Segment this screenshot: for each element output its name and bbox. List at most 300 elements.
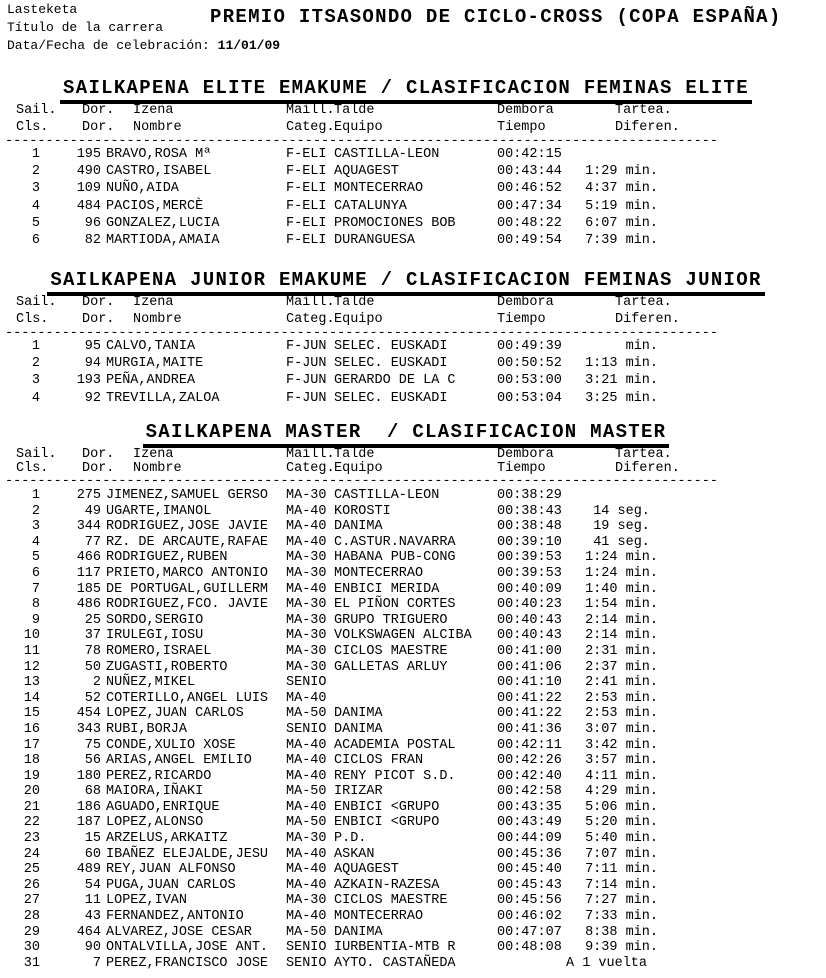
col-header-time: Tiempo <box>497 312 546 327</box>
cell-time: 00:38:43 <box>497 503 562 519</box>
col-header-name: Izena <box>133 447 174 462</box>
cell-diff: 1:24 min. <box>585 550 658 566</box>
cell-team: AYTO. CASTAÑEDA <box>334 955 456 971</box>
cell-dor: 186 <box>76 799 101 815</box>
col-header-cls: Sail. <box>16 447 57 462</box>
cell-name: CONDE,XULIO XOSE <box>106 737 236 753</box>
cell-diff: 1:24 min. <box>585 565 658 581</box>
cell-diff: 2:31 min. <box>585 643 658 659</box>
result-row <box>0 597 826 613</box>
cell-cls: 3 <box>31 181 40 197</box>
col-header-team: Equipo <box>334 312 383 327</box>
cell-time: 00:41:22 <box>497 690 562 706</box>
cell-team: DANIMA <box>334 706 383 722</box>
cell-cls: 1 <box>31 339 40 354</box>
cell-team: AQUAGEST <box>334 862 399 878</box>
cell-diff: 7:14 min. <box>585 877 658 893</box>
col-header-dor: Dor. <box>82 295 115 310</box>
cell-diff: 3:57 min. <box>585 753 658 769</box>
result-row <box>0 691 826 707</box>
cell-team: CASTILLA-LEON <box>334 147 440 162</box>
cell-team: CATALUNYA <box>334 198 407 214</box>
col-header-diff: Tartea. <box>615 295 672 310</box>
cell-name: ROMERO,ISRAEL <box>106 643 212 659</box>
column-header-line-1 <box>0 295 826 312</box>
cell-categ: SENIO <box>286 940 327 956</box>
col-header-categ: Categ. <box>286 312 335 327</box>
cell-categ: MA-40 <box>286 534 327 550</box>
cell-dor: 25 <box>84 612 101 628</box>
cell-cls: 17 <box>23 737 40 753</box>
cell-cls: 15 <box>23 706 40 722</box>
cell-cls: 31 <box>23 955 40 971</box>
cell-categ: F-JUN <box>286 356 327 372</box>
cell-dor: 193 <box>76 373 101 389</box>
cell-dor: 90 <box>84 940 101 956</box>
result-row <box>0 550 826 566</box>
result-row <box>0 925 826 941</box>
result-row <box>0 198 826 215</box>
cell-name: SORDO,SERGIO <box>106 612 204 628</box>
cell-name: IBAÑEZ ELEJALDE,JESU <box>106 846 269 862</box>
results-table <box>0 488 826 971</box>
result-row <box>0 519 826 535</box>
result-row <box>0 847 826 863</box>
cell-dor: 50 <box>84 659 101 675</box>
col-header-categ: Maill. <box>286 103 335 118</box>
cell-categ: MA-30 <box>286 597 327 613</box>
cell-dor: 484 <box>76 198 101 214</box>
cell-team: SELEC. EUSKADI <box>334 339 448 354</box>
cell-name: PACIOS,MERCÈ <box>106 198 204 214</box>
col-header-time: Dembora <box>497 447 554 462</box>
cell-time: 00:41:10 <box>497 675 562 691</box>
cell-name: ONTALVILLA,JOSE ANT. <box>106 940 269 956</box>
cell-name: RUBI,BORJA <box>106 721 188 737</box>
cell-team: ENBICI MERIDA <box>334 581 440 597</box>
result-row <box>0 338 826 355</box>
cell-name: PUGA,JUAN CARLOS <box>106 877 236 893</box>
result-row <box>0 488 826 504</box>
cell-categ: F-ELI <box>286 164 327 180</box>
cell-cls: 2 <box>31 503 40 519</box>
cell-dor: 43 <box>84 909 101 925</box>
cell-time: 00:45:43 <box>497 877 562 893</box>
cell-categ: MA-50 <box>286 706 327 722</box>
result-row <box>0 504 826 520</box>
cell-name: JIMENEZ,SAMUEL GERSO <box>106 488 269 503</box>
cell-cls: 20 <box>23 784 40 800</box>
cell-cls: 2 <box>31 356 40 372</box>
cell-team: DURANGUESA <box>334 232 416 248</box>
cell-categ: MA-30 <box>286 628 327 644</box>
result-row <box>0 831 826 847</box>
cell-name: RODRIGUEZ,RUBEN <box>106 550 228 566</box>
section-title: SAILKAPENA ELITE EMAKUME / CLASIFICACION FEMINAS ELITE <box>60 78 752 104</box>
cell-name: COTERILLO,ANGEL LUIS <box>106 690 269 706</box>
cell-time: 00:40:43 <box>497 628 562 644</box>
cell-categ: MA-30 <box>286 488 327 503</box>
cell-name: ARIAS,ANGEL EMILIO <box>106 753 252 769</box>
result-row <box>0 146 826 163</box>
cell-categ: MA-40 <box>286 503 327 519</box>
cell-cls: 10 <box>23 628 40 644</box>
cell-diff: 5:20 min. <box>585 815 658 831</box>
cell-dor: 343 <box>76 721 101 737</box>
col-header-diff: Tartea. <box>615 447 672 462</box>
cell-categ: F-ELI <box>286 147 327 162</box>
cell-team: MONTECERRAO <box>334 909 424 925</box>
col-header-cls: Cls. <box>16 312 49 327</box>
cell-time: 00:38:29 <box>497 488 562 503</box>
cell-name: AGUADO,ENRIQUE <box>106 799 220 815</box>
cell-categ: MA-40 <box>286 799 327 815</box>
cell-dor: 78 <box>84 643 101 659</box>
col-header-time: Tiempo <box>497 461 546 476</box>
cell-diff: 19 seg. <box>593 519 658 535</box>
result-row <box>0 628 826 644</box>
cell-categ: MA-40 <box>286 846 327 862</box>
date-value: 11/01/09 <box>217 38 281 53</box>
cell-time: 00:43:49 <box>497 815 562 831</box>
cell-name: RODRIGUEZ,JOSE JAVIE <box>106 519 269 535</box>
cell-diff: 41 seg. <box>593 534 658 550</box>
cell-name: ARZELUS,ARKAITZ <box>106 831 228 847</box>
cell-categ: MA-50 <box>286 815 327 831</box>
cell-cls: 12 <box>23 659 40 675</box>
result-row <box>0 215 826 232</box>
cell-diff: 4:37 min. <box>585 181 658 197</box>
cell-categ: MA-40 <box>286 753 327 769</box>
cell-cls: 5 <box>31 215 40 231</box>
cell-dor: 95 <box>84 339 101 354</box>
cell-team: C.ASTUR.NAVARRA <box>334 534 456 550</box>
cell-dor: 15 <box>84 831 101 847</box>
cell-dor: 49 <box>84 503 101 519</box>
cell-team: EL PIÑON CORTES <box>334 597 456 613</box>
cell-dor: 489 <box>76 862 101 878</box>
cell-categ: MA-50 <box>286 784 327 800</box>
cell-dor: 7 <box>92 955 101 971</box>
cell-time: 00:45:40 <box>497 862 562 878</box>
cell-categ: MA-40 <box>286 519 327 535</box>
result-row <box>0 893 826 909</box>
cell-time: 00:46:52 <box>497 181 562 197</box>
cell-team: GRUPO TRIGUERO <box>334 612 448 628</box>
cell-dor: 82 <box>84 232 101 248</box>
col-header-name: Nombre <box>133 120 182 135</box>
col-header-team: Equipo <box>334 461 383 476</box>
result-row <box>0 862 826 878</box>
col-header-dor: Dor. <box>82 103 115 118</box>
cell-categ: MA-40 <box>286 737 327 753</box>
cell-time: 00:42:26 <box>497 753 562 769</box>
col-header-dor: Dor. <box>82 447 115 462</box>
cell-categ: SENIO <box>286 721 327 737</box>
results-table <box>0 146 826 249</box>
result-row <box>0 582 826 598</box>
cell-cls: 3 <box>31 519 40 535</box>
cell-diff: 1:29 min. <box>585 164 658 180</box>
cell-time: 00:39:53 <box>497 550 562 566</box>
cell-team: GALLETAS ARLUY <box>334 659 448 675</box>
cell-team: MONTECERRAO <box>334 181 424 197</box>
cell-team: P.D. <box>334 831 367 847</box>
cell-time: 00:53:00 <box>497 373 562 389</box>
cell-name: PEREZ,RICARDO <box>106 768 212 784</box>
cell-dor: 68 <box>84 784 101 800</box>
cell-time: 00:42:58 <box>497 784 562 800</box>
cell-team: PROMOCIONES BOB <box>334 215 456 231</box>
col-header-cls: Cls. <box>16 120 49 135</box>
cell-diff: 7:33 min. <box>585 909 658 925</box>
cell-time: 00:41:22 <box>497 706 562 722</box>
cell-team: CICLOS MAESTRE <box>334 643 448 659</box>
cell-cls: 26 <box>23 877 40 893</box>
result-row <box>0 390 826 407</box>
cell-team: AZKAIN-RAZESA <box>334 877 440 893</box>
cell-categ: F-JUN <box>286 339 327 354</box>
cell-cls: 4 <box>31 534 40 550</box>
cell-diff: 9:39 min. <box>585 940 658 956</box>
col-header-categ: Maill. <box>286 295 335 310</box>
cell-dor: 52 <box>84 690 101 706</box>
cell-diff: 4:29 min. <box>585 784 658 800</box>
cell-name: PEREZ,FRANCISCO JOSE <box>106 955 269 971</box>
cell-categ: MA-40 <box>286 581 327 597</box>
cell-team: ACADEMIA POSTAL <box>334 737 456 753</box>
cell-categ: MA-40 <box>286 877 327 893</box>
cell-diff: 7:39 min. <box>585 232 658 248</box>
cell-diff: 14 seg. <box>593 503 658 519</box>
separator-line: ---------------------------------------------------------------------------------------- <box>5 327 718 341</box>
cell-diff: 2:37 min. <box>585 659 658 675</box>
cell-team: HABANA PUB-CONG <box>334 550 456 566</box>
cell-name: PEÑA,ANDREA <box>106 373 196 389</box>
cell-diff: 3:25 min. <box>585 390 658 406</box>
col-header-time: Tiempo <box>497 120 546 135</box>
cell-categ: F-ELI <box>286 215 327 231</box>
result-row <box>0 675 826 691</box>
cell-team: CASTILLA-LEON <box>334 488 440 503</box>
cell-team: RENY PICOT S.D. <box>334 768 456 784</box>
cell-team: DANIMA <box>334 721 383 737</box>
cell-diff: A 1 vuelta <box>566 955 664 971</box>
cell-dor: 56 <box>84 753 101 769</box>
col-header-team: Talde <box>334 295 375 310</box>
cell-diff: 5:06 min. <box>585 799 658 815</box>
result-row <box>0 355 826 372</box>
cell-time: 00:42:40 <box>497 768 562 784</box>
cell-time: 00:48:22 <box>497 215 562 231</box>
date-label: Data/Fecha de celebración: <box>7 38 218 53</box>
cell-diff: 3:21 min. <box>585 373 658 389</box>
result-row <box>0 163 826 180</box>
cell-name: MARTIODA,AMAIA <box>106 232 220 248</box>
cell-team: SELEC. EUSKADI <box>334 390 448 406</box>
result-row <box>0 644 826 660</box>
cell-cls: 18 <box>23 753 40 769</box>
cell-name: NUÑO,AIDA <box>106 181 179 197</box>
cell-team: AQUAGEST <box>334 164 399 180</box>
result-row <box>0 722 826 738</box>
cell-categ: MA-30 <box>286 831 327 847</box>
cell-name: MURGIA,MAITE <box>106 356 204 372</box>
cell-diff: 3:42 min. <box>585 737 658 753</box>
cell-cls: 16 <box>23 721 40 737</box>
col-header-name: Nombre <box>133 312 182 327</box>
cell-team: KOROSTI <box>334 503 391 519</box>
result-row <box>0 784 826 800</box>
cell-categ: F-ELI <box>286 232 327 248</box>
col-header-diff: Diferen. <box>615 120 680 135</box>
cell-categ: F-ELI <box>286 181 327 197</box>
cell-time: 00:48:08 <box>497 940 562 956</box>
result-row <box>0 706 826 722</box>
result-row <box>0 753 826 769</box>
cell-time: 00:49:39 <box>497 339 562 354</box>
cell-cls: 1 <box>31 488 40 503</box>
cell-time: 00:38:48 <box>497 519 562 535</box>
col-header-name: Nombre <box>133 461 182 476</box>
cell-dor: 466 <box>76 550 101 566</box>
cell-name: CASTRO,ISABEL <box>106 164 212 180</box>
col-header-team: Talde <box>334 447 375 462</box>
section-title-row <box>0 270 812 296</box>
cell-name: ALVAREZ,JOSE CESAR <box>106 924 252 940</box>
cell-dor: 92 <box>84 390 101 406</box>
cell-name: CALVO,TANIA <box>106 339 196 354</box>
result-row <box>0 232 826 249</box>
col-header-diff: Diferen. <box>615 312 680 327</box>
cell-time: 00:41:36 <box>497 721 562 737</box>
cell-cls: 6 <box>31 232 40 248</box>
cell-dor: 109 <box>76 181 101 197</box>
cell-time: 00:43:44 <box>497 164 562 180</box>
cell-cls: 14 <box>23 690 40 706</box>
cell-cls: 13 <box>23 675 40 691</box>
cell-diff: 1:40 min. <box>585 581 658 597</box>
cell-diff: 7:11 min. <box>585 862 658 878</box>
cell-name: IRULEGI,IOSU <box>106 628 204 644</box>
cell-diff: 8:38 min. <box>585 924 658 940</box>
cell-time: 00:40:43 <box>497 612 562 628</box>
cell-categ: MA-50 <box>286 924 327 940</box>
cell-cls: 24 <box>23 846 40 862</box>
col-header-cls: Sail. <box>16 103 57 118</box>
cell-time: 00:46:02 <box>497 909 562 925</box>
cell-name: RZ. DE ARCAUTE,RAFAE <box>106 534 269 550</box>
result-row <box>0 800 826 816</box>
col-header-categ: Maill. <box>286 447 335 462</box>
cell-time: 00:45:56 <box>497 893 562 909</box>
cell-team: DANIMA <box>334 924 383 940</box>
cell-cls: 1 <box>31 147 40 162</box>
result-row <box>0 660 826 676</box>
cell-categ: MA-30 <box>286 893 327 909</box>
cell-time: 00:42:11 <box>497 737 562 753</box>
cell-dor: 490 <box>76 164 101 180</box>
result-row <box>0 180 826 197</box>
cell-time: 00:39:10 <box>497 534 562 550</box>
cell-cls: 3 <box>31 373 40 389</box>
cell-time: 00:43:35 <box>497 799 562 815</box>
cell-categ: MA-40 <box>286 909 327 925</box>
cell-cls: 9 <box>31 612 40 628</box>
col-header-team: Talde <box>334 103 375 118</box>
cell-team: CICLOS MAESTRE <box>334 893 448 909</box>
cell-team: MONTECERRAO <box>334 565 424 581</box>
section-title: SAILKAPENA MASTER / CLASIFICACION MASTER <box>143 422 670 448</box>
cell-dor: 96 <box>84 215 101 231</box>
cell-cls: 19 <box>23 768 40 784</box>
col-header-diff: Tartea. <box>615 103 672 118</box>
cell-dor: 180 <box>76 768 101 784</box>
cell-team: CICLOS FRAN <box>334 753 424 769</box>
cell-dor: 195 <box>76 147 101 162</box>
cell-name: LOPEZ,ALONSO <box>106 815 204 831</box>
date-line <box>7 38 280 54</box>
cell-name: REY,JUAN ALFONSO <box>106 862 236 878</box>
cell-diff: min. <box>625 339 658 354</box>
result-row <box>0 878 826 894</box>
cell-categ: MA-40 <box>286 862 327 878</box>
col-header-cls: Sail. <box>16 295 57 310</box>
cell-dor: 454 <box>76 706 101 722</box>
cell-dor: 486 <box>76 597 101 613</box>
cell-cls: 4 <box>31 198 40 214</box>
cell-categ: MA-40 <box>286 690 327 706</box>
cell-cls: 5 <box>31 550 40 566</box>
cell-cls: 21 <box>23 799 40 815</box>
cell-diff: 1:54 min. <box>585 597 658 613</box>
cell-team: DANIMA <box>334 519 383 535</box>
cell-dor: 37 <box>84 628 101 644</box>
cell-dor: 185 <box>76 581 101 597</box>
col-header-name: Izena <box>133 103 174 118</box>
cell-diff: 2:14 min. <box>585 612 658 628</box>
label-titulo-carrera: Título de la carrera <box>7 20 164 35</box>
result-row <box>0 613 826 629</box>
cell-name: LOPEZ,IVAN <box>106 893 188 909</box>
result-row <box>0 535 826 551</box>
cell-diff: 1:13 min. <box>585 356 658 372</box>
col-header-dor: Dor. <box>82 461 115 476</box>
col-header-dor: Dor. <box>82 120 115 135</box>
cell-categ: MA-30 <box>286 612 327 628</box>
cell-categ: F-ELI <box>286 198 327 214</box>
cell-cls: 25 <box>23 862 40 878</box>
section-master <box>0 422 826 974</box>
cell-categ: F-JUN <box>286 373 327 389</box>
cell-dor: 75 <box>84 737 101 753</box>
result-row <box>0 769 826 785</box>
cell-team: ENBICI <GRUPO <box>334 815 440 831</box>
cell-cls: 30 <box>23 940 40 956</box>
cell-dor: 344 <box>76 519 101 535</box>
cell-categ: F-JUN <box>286 390 327 406</box>
cell-categ: SENIO <box>286 955 327 971</box>
cell-name: NUÑEZ,MIKEL <box>106 675 196 691</box>
cell-diff: 7:07 min. <box>585 846 658 862</box>
cell-team: ENBICI <GRUPO <box>334 799 440 815</box>
cell-cls: 22 <box>23 815 40 831</box>
cell-time: 00:40:23 <box>497 597 562 613</box>
cell-diff: 2:53 min. <box>585 706 658 722</box>
column-header-line-1 <box>0 103 826 120</box>
cell-diff: 2:53 min. <box>585 690 658 706</box>
cell-diff: 2:41 min. <box>585 675 658 691</box>
